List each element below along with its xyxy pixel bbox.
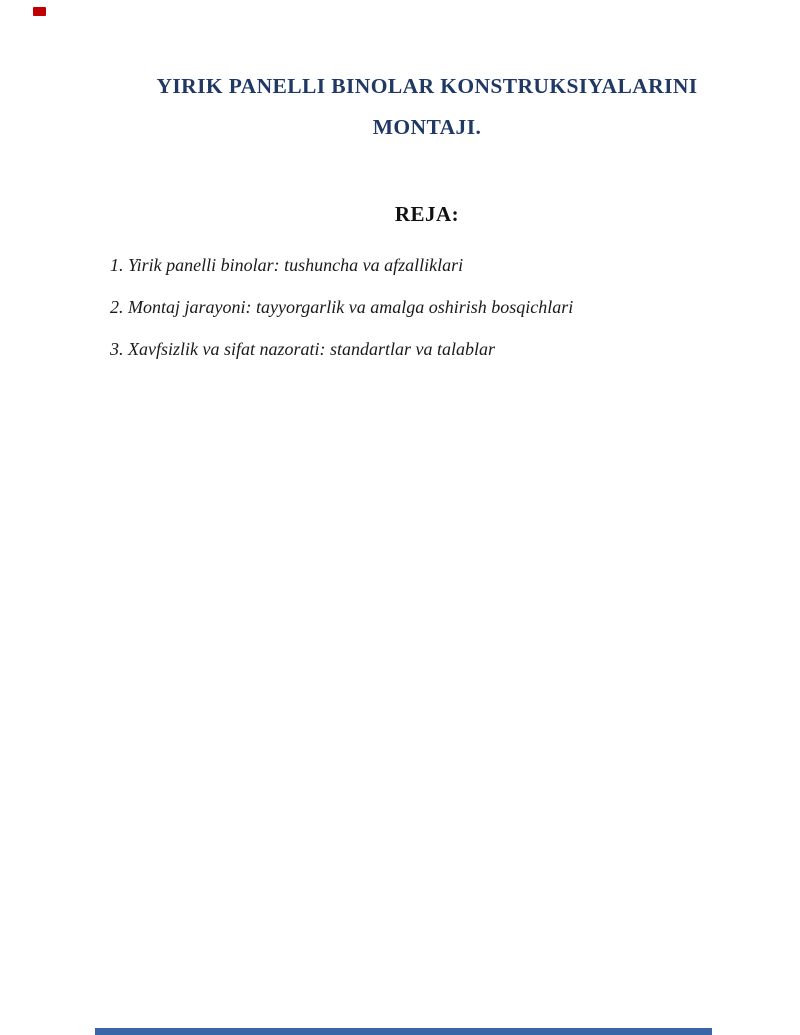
footer-bar: [95, 1028, 712, 1035]
document-title: [54, 66, 800, 148]
document-title-line-2: MONTAJI.: [372, 115, 482, 139]
corner-mark-icon: [33, 7, 46, 16]
outline-item-3: 3. Xavfsizlik va sifat nazorati: standartlar va talablar: [110, 339, 496, 359]
outline-item-1: 1. Yirik panelli binolar: tushuncha va afzalliklari: [110, 255, 464, 275]
section-heading-reja: REJA:: [394, 202, 460, 226]
document-title-line-1: YIRIK PANELLI BINOLAR KONSTRUKSIYALARINI: [156, 74, 698, 98]
outline-item-2: 2. Montaj jarayoni: tayyorgarlik va amalga oshirish bosqichlari: [110, 297, 574, 317]
